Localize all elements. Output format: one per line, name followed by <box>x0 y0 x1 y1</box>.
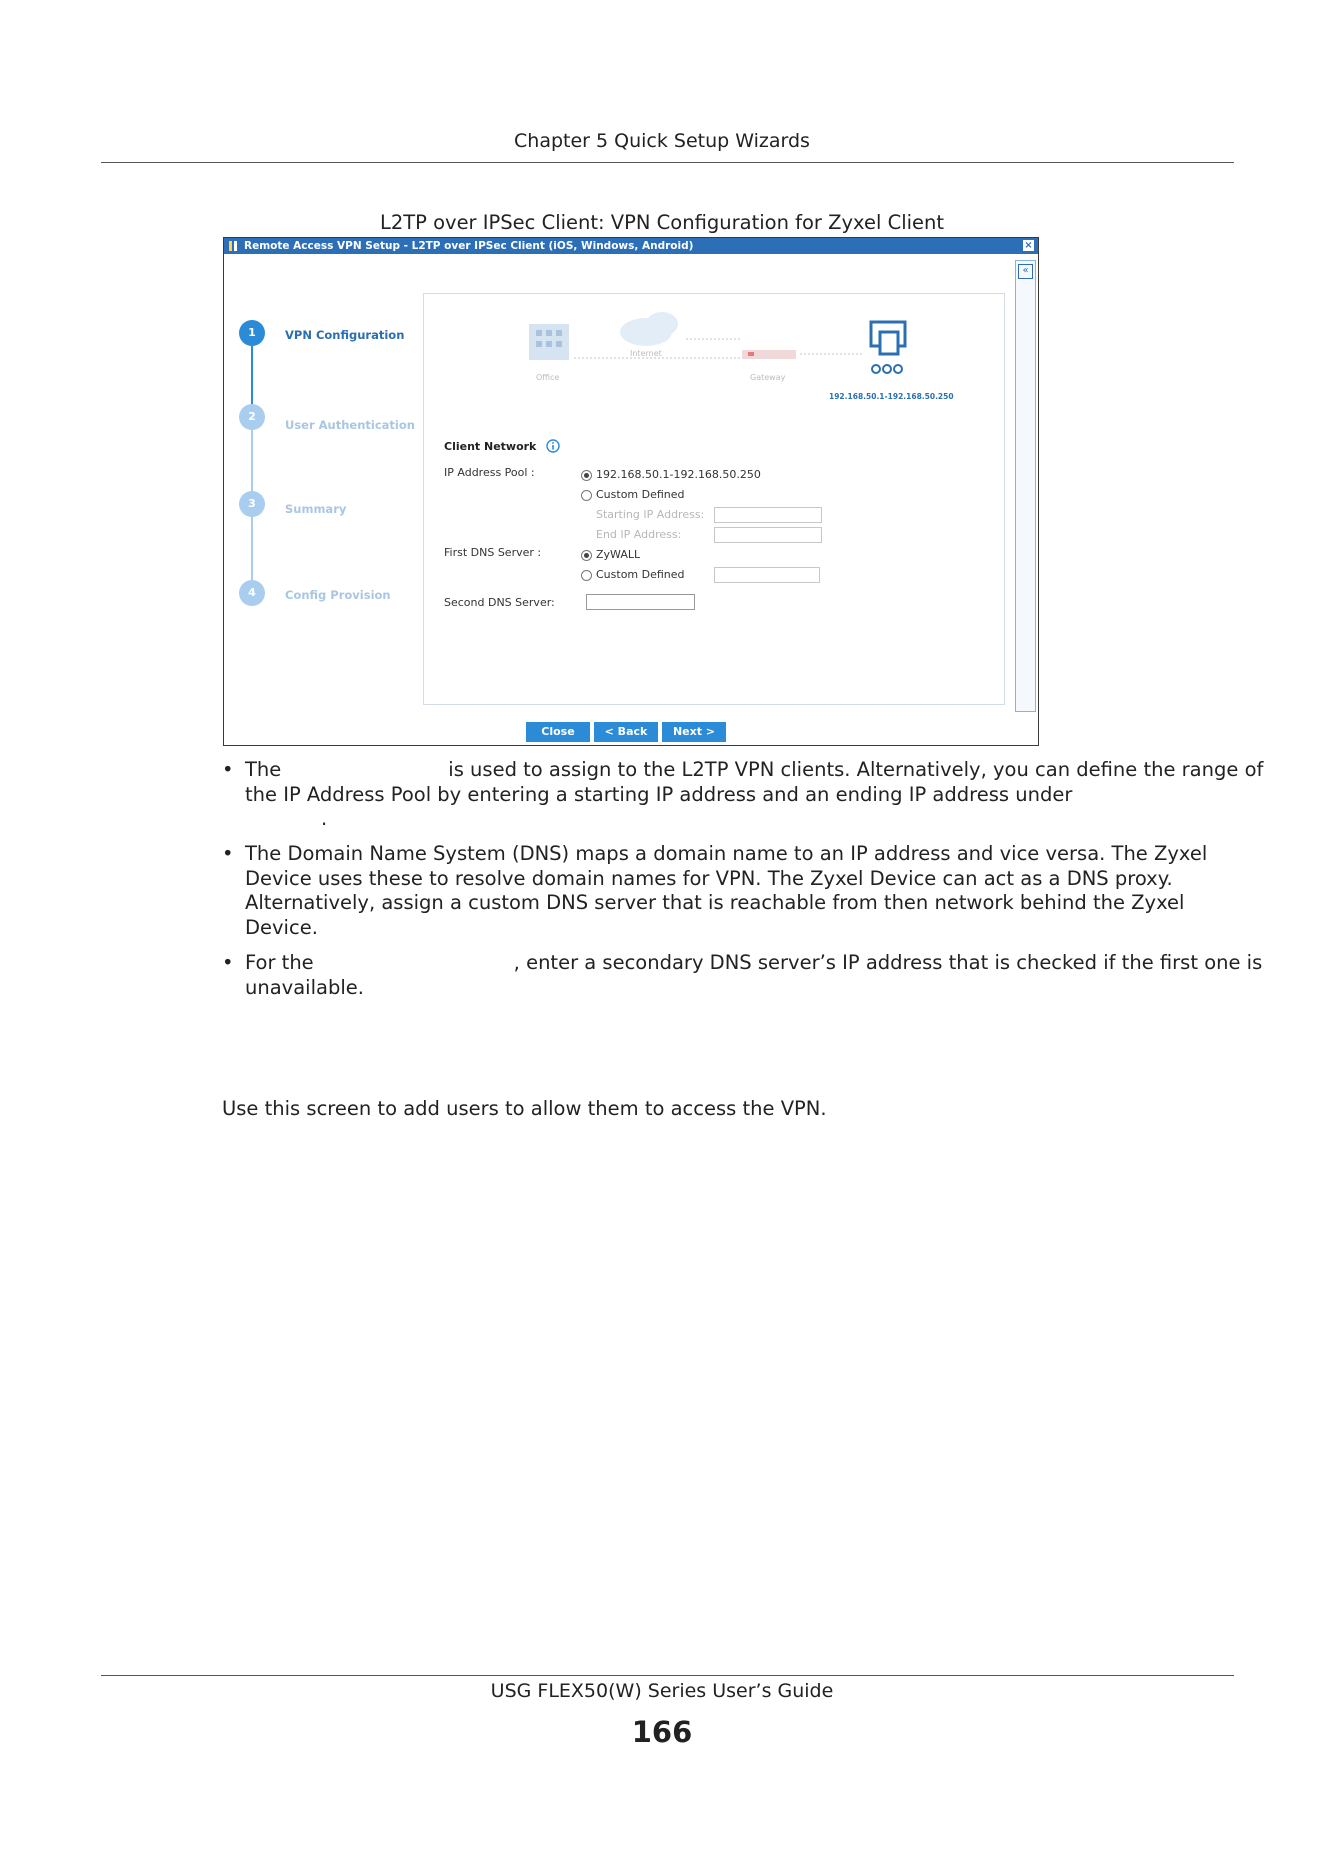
bullet-marker: • <box>222 758 234 781</box>
ip-pool-default-radio[interactable] <box>581 470 592 481</box>
header-rule <box>101 162 1234 163</box>
step-2-badge: 2 <box>239 404 265 430</box>
network-diagram <box>424 294 1004 404</box>
first-dns-custom-input[interactable] <box>714 567 820 583</box>
chapter-header: Chapter 5 Quick Setup Wizards <box>514 130 810 152</box>
starting-ip-input[interactable] <box>714 507 822 523</box>
ip-pool-default-label: 192.168.50.1-192.168.50.250 <box>596 468 761 481</box>
bullet-2-line1: The Domain Name System (DNS) maps a domain name to an IP address and vice versa. The Zyxel <box>245 842 1208 865</box>
first-dns-zywall-radio[interactable] <box>581 550 592 561</box>
end-ip-input[interactable] <box>714 527 822 543</box>
bullet-3-rest: , enter a secondary DNS server’s IP address that is checked if the first one is <box>513 951 1263 974</box>
ip-pool-custom-label: Custom Defined <box>596 488 685 501</box>
internet-cloud-icon <box>620 312 678 346</box>
first-dns-custom-label: Custom Defined <box>596 568 685 581</box>
bullet-1-line2: the IP Address Pool by entering a starting IP address and an ending IP address under <box>245 782 1073 806</box>
client-devices-icon <box>871 322 905 373</box>
back-button[interactable]: < Back <box>594 722 658 742</box>
ip-address-pool-label: IP Address Pool : <box>444 466 535 479</box>
bullet-1-start: The <box>245 758 282 781</box>
bullet-2-line3: Alternatively, assign a custom DNS server that is reachable from then network behind the Zyxel <box>245 891 1185 915</box>
bullet-dns <box>245 842 1207 940</box>
end-ip-label: End IP Address: <box>596 528 682 541</box>
bullet-3-line2: unavailable. <box>245 975 364 999</box>
figure-caption: L2TP over IPSec Client: VPN Configuration for Zyxel Client <box>379 211 945 234</box>
first-dns-zywall-label: ZyWALL <box>596 548 641 561</box>
intro-paragraph: Use this screen to add users to allow them to access the VPN. <box>222 1097 827 1120</box>
first-dns-label: First DNS Server : <box>444 546 542 559</box>
internet-label: Internet <box>630 349 662 358</box>
page-number: 166 <box>631 1715 693 1749</box>
gateway-device-icon <box>742 350 796 359</box>
next-button[interactable]: Next > <box>662 722 726 742</box>
step-config-provision[interactable]: Config Provision <box>285 588 391 602</box>
footer-rule <box>101 1675 1234 1676</box>
guide-title: USG FLEX50(W) Series User’s Guide <box>490 1680 834 1702</box>
vpn-setup-window <box>223 237 1039 746</box>
window-titlebar <box>224 238 1038 254</box>
step-4-badge: 4 <box>239 580 265 606</box>
window-close-icon[interactable]: × <box>1024 240 1033 251</box>
wizard-icon <box>228 240 240 252</box>
starting-ip-label: Starting IP Address: <box>596 508 705 521</box>
first-dns-custom-radio[interactable] <box>581 570 592 581</box>
client-range-label: 192.168.50.1-192.168.50.250 <box>829 392 954 401</box>
bullet-ip-pool <box>245 758 1263 832</box>
step-vpn-configuration[interactable]: VPN Configuration <box>285 328 405 342</box>
help-sidebar <box>1015 260 1036 712</box>
client-network-title: Client Network <box>444 440 537 453</box>
gateway-label: Gateway <box>750 373 786 382</box>
bullet-1-rest: is used to assign to the L2TP VPN clients. Alternatively, you can define the range of <box>448 758 1264 781</box>
second-dns-label: Second DNS Server: <box>444 596 555 609</box>
bullet-1-line3: . <box>321 807 328 831</box>
step-user-authentication[interactable]: User Authentication <box>285 418 415 432</box>
bullet-2-line2: Device uses these to resolve domain names for VPN. The Zyxel Device can act as a DNS proxy. <box>245 866 1173 890</box>
collapse-icon[interactable]: « <box>1018 264 1033 279</box>
info-icon[interactable] <box>546 439 560 453</box>
office-label: Office <box>536 373 560 382</box>
office-building-icon <box>529 324 569 360</box>
step-3-badge: 3 <box>239 491 265 517</box>
configuration-panel <box>423 293 1005 705</box>
bullet-3-start: For the <box>245 951 314 974</box>
bullet-second-dns <box>245 951 1262 1000</box>
close-button[interactable]: Close <box>526 722 590 742</box>
step-summary[interactable]: Summary <box>285 502 347 516</box>
step-1-badge: 1 <box>239 320 265 346</box>
bullet-marker: • <box>222 951 234 974</box>
bullet-marker: • <box>222 842 234 865</box>
second-dns-input[interactable] <box>586 594 695 610</box>
ip-pool-custom-radio[interactable] <box>581 490 592 501</box>
bullet-2-line4: Device. <box>245 915 318 939</box>
window-title: Remote Access VPN Setup - L2TP over IPSec Client (iOS, Windows, Android) <box>244 240 694 252</box>
